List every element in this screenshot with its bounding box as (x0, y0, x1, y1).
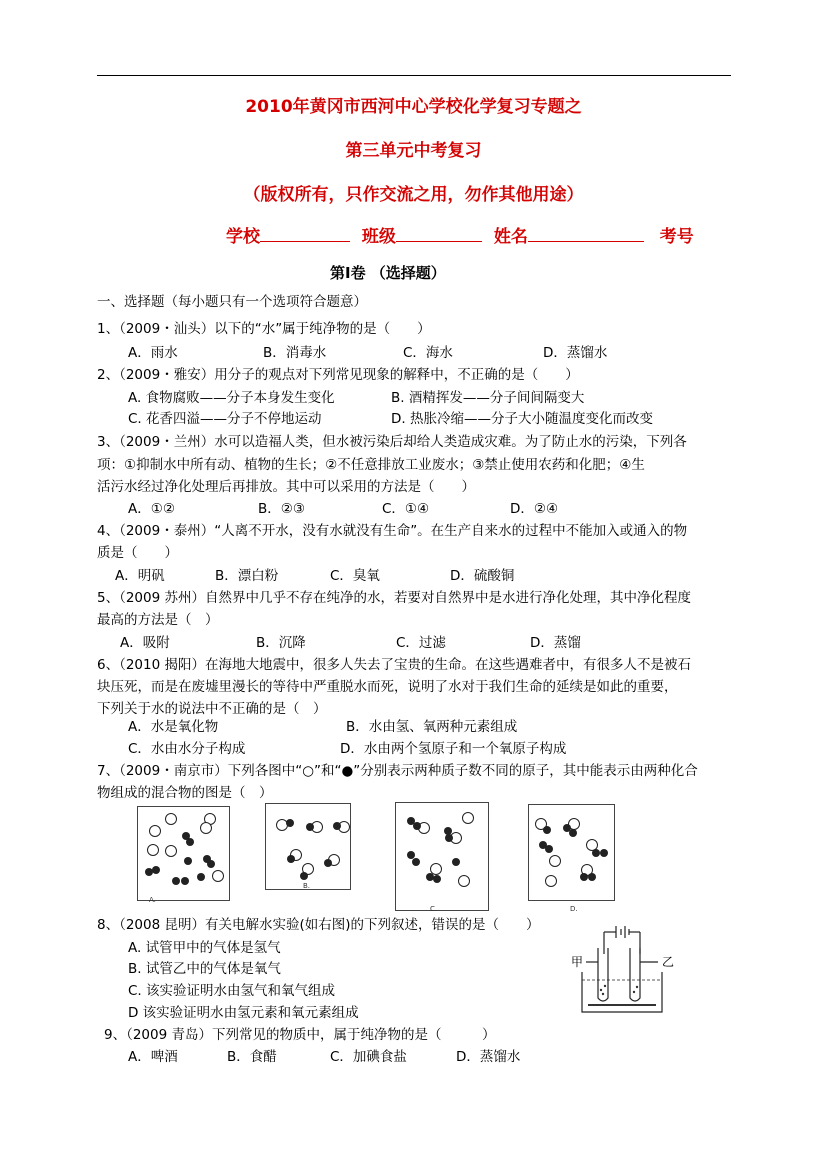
q6-option-a[interactable]: A．水是氧化物 (128, 719, 219, 735)
q4-option-c[interactable]: C．臭氧 (330, 568, 380, 584)
question-7-stem-line2: 物组成的混合物的图是（ ） (97, 785, 273, 801)
copyright-note: （版权所有，只作交流之用，勿作其他用途） (243, 185, 584, 205)
doc-title: 2010年黄冈市西河中心学校化学复习专题之 (245, 97, 582, 117)
diagram-d-label: D. (570, 905, 578, 913)
question-3-stem-line2: 项：①抑制水中所有动、植物的生长；②不任意排放工业废水；③禁止使用农药和化肥；④生 (97, 457, 645, 473)
question-1-stem: 1、（2009・汕头）以下的“水”属于纯净物的是（ ） (97, 321, 431, 337)
q4-option-b[interactable]: B．漂白粉 (215, 568, 279, 584)
diagram-c-label: C. (430, 905, 438, 913)
particle-diagram-c-svg (396, 803, 488, 910)
q9-option-a[interactable]: A．啤酒 (128, 1049, 178, 1065)
particle-diagram-a[interactable] (137, 806, 230, 901)
q1-option-a[interactable]: A．雨水 (128, 345, 178, 361)
q2-option-b[interactable]: B. 酒精挥发——分子间间隔变大 (391, 390, 585, 406)
q9-option-c[interactable]: C．加碘食盐 (330, 1049, 407, 1065)
q2-option-c[interactable]: C. 花香四溢——分子不停地运动 (128, 411, 322, 427)
q6-option-d[interactable]: D．水由两个氢原子和一个氧原子构成 (340, 741, 567, 757)
name-label: 姓名 (493, 227, 528, 247)
question-6-stem-line1: 6、（2010 揭阳）在海地大地震中，很多人失去了宝贵的生命。在这些遇难者中，有很多人不是被石 (97, 657, 691, 673)
q9-option-b[interactable]: B．食醋 (227, 1049, 277, 1065)
q1-option-b[interactable]: B．消毒水 (263, 345, 327, 361)
q5-option-c[interactable]: C．过滤 (396, 635, 446, 651)
q2-option-a[interactable]: A. 食物腐败——分子本身发生变化 (128, 390, 335, 406)
q6-option-b[interactable]: B．水由氢、氧两种元素组成 (346, 719, 518, 735)
question-2-stem: 2、（2009・雅安）用分子的观点对下列常见现象的解释中，不正确的是（ ） (97, 367, 579, 383)
particle-diagram-b[interactable] (265, 803, 351, 890)
question-6-stem-line3: 下列关于水的说法中不正确的是（ ） (97, 701, 327, 717)
question-3-stem-line1: 3、（2009・兰州）水可以造福人类，但水被污染后却给人类造成灾难。为了防止水的污染，下列各 (97, 434, 687, 450)
class-label: 班级 (361, 227, 396, 247)
q3-option-b[interactable]: B．②③ (258, 501, 305, 517)
q4-option-d[interactable]: D．硫酸铜 (450, 568, 515, 584)
q3-option-d[interactable]: D．②④ (510, 501, 559, 517)
number-label: 考号 (659, 227, 694, 247)
particle-diagram-d-svg (529, 805, 614, 900)
q5-option-a[interactable]: A．吸附 (120, 635, 170, 651)
question-9-stem: 9、（2009 青岛）下列常见的物质中，属于纯净物的是（ ） (104, 1027, 496, 1043)
q5-option-d[interactable]: D．蒸馏 (530, 635, 581, 651)
q1-option-c[interactable]: C．海水 (403, 345, 453, 361)
question-6-stem-line2: 块压死，而是在废墟里漫长的等待中严重脱水而死，说明了水对于我们生命的延续是如此的重要， (97, 679, 678, 695)
question-4-stem-line1: 4、（2009・泰州）“人离不开水，没有水就没有生命”。在生产自来水的过程中不能加入或通入的物 (97, 523, 688, 539)
q3-option-c[interactable]: C．①④ (382, 501, 430, 517)
school-blank[interactable] (260, 225, 350, 242)
tube-label-left: 甲 (571, 955, 584, 969)
question-7-stem-line1: 7、（2009・南京市）下列各图中“○”和“●”分别表示两种质子数不同的原子，其中能表示由两种化合 (97, 763, 698, 779)
q8-option-b[interactable]: B. 试管乙中的气体是氧气 (128, 961, 281, 977)
q5-option-b[interactable]: B．沉降 (256, 635, 306, 651)
q8-option-d[interactable]: D 该实验证明水由氢元素和氧元素组成 (128, 1005, 359, 1021)
question-3-stem-line3: 活污水经过净化处理后再排放。其中可以采用的方法是（ ） (97, 479, 475, 495)
question-5-stem-line1: 5、（2009 苏州）自然界中几乎不存在纯净的水，若要对自然界中是水进行净化处理，其中净化程度 (97, 590, 691, 606)
name-blank[interactable] (528, 225, 644, 242)
diagram-b-label: B. (303, 882, 311, 890)
section-title: 第Ⅰ卷 （选择题） (330, 264, 446, 282)
q2-option-d[interactable]: D. 热胀冷缩——分子大小随温度变化而改变 (391, 411, 653, 427)
section-intro: 一、选择题（每小题只有一个选项符合题意） (97, 294, 367, 310)
top-rule (97, 75, 731, 76)
particle-diagram-c[interactable] (395, 802, 489, 911)
student-info-line (226, 222, 694, 247)
question-5-stem-line2: 最高的方法是（ ） (97, 612, 219, 628)
q9-option-d[interactable]: D．蒸馏水 (456, 1049, 521, 1065)
particle-diagram-d[interactable] (528, 804, 615, 901)
q8-option-c[interactable]: C. 该实验证明水由氢气和氧气组成 (128, 983, 336, 999)
school-label: 学校 (226, 227, 260, 247)
question-8-stem: 8、（2008 昆明）有关电解水实验(如右图)的下列叙述，错误的是（ ） (97, 917, 540, 933)
class-blank[interactable] (396, 225, 482, 242)
diagram-a-label: A. (149, 896, 156, 904)
q4-option-a[interactable]: A．明矾 (115, 568, 165, 584)
doc-subtitle: 第三单元中考复习 (345, 141, 482, 161)
particle-diagram-b-svg (266, 804, 350, 889)
tube-label-right: 乙 (662, 955, 675, 969)
question-4-stem-line2: 质是（ ） (97, 545, 178, 561)
q3-option-a[interactable]: A．①② (128, 501, 175, 517)
q6-option-c[interactable]: C．水由水分子构成 (128, 741, 246, 757)
q1-option-d[interactable]: D．蒸馏水 (543, 345, 608, 361)
q8-option-a[interactable]: A. 试管甲中的气体是氢气 (128, 940, 281, 956)
particle-diagram-a-svg (138, 807, 229, 900)
